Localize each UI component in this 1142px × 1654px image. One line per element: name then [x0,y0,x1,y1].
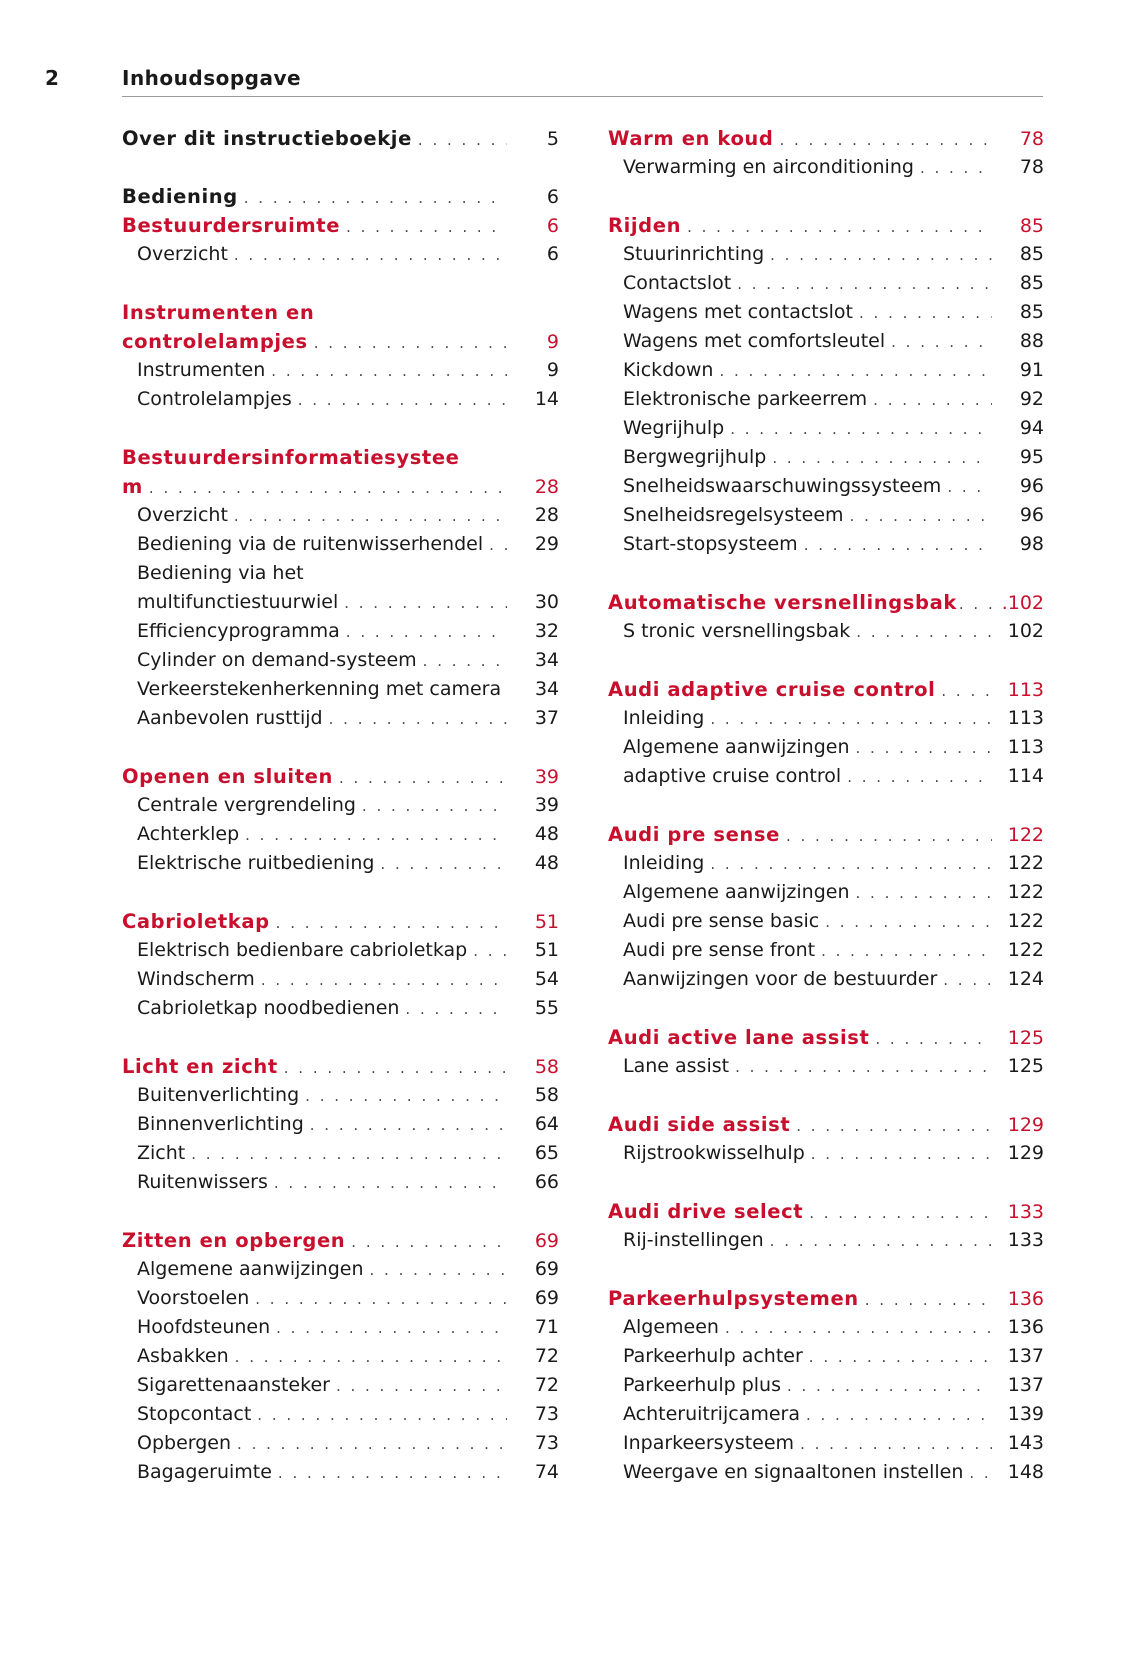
page-header [0,58,1142,98]
toc-subentry[interactable]: Inleiding . . . 122 [608,849,1044,878]
toc-subentry[interactable]: Achterklep . . . 48 [122,820,559,849]
toc-entry-bestuurdersruimte[interactable] [122,211,559,240]
dot-leader [787,1372,992,1401]
dot-leader [336,1372,507,1401]
toc-subentry[interactable]: Centrale vergrendeling . . . 39 [122,791,559,820]
toc-subentry[interactable]: Bergwegrijhulp . . . 95 [608,443,1044,472]
toc-entry-bis-line1[interactable]: Bestuurdersinformatiesystee [122,446,460,469]
toc-subentry[interactable]: Rij-instellingen . . . 133 [608,1226,1044,1255]
dot-leader [710,705,992,734]
toc-subentry[interactable]: Stopcontact . . . 73 [122,1400,559,1429]
dot-leader [305,1082,507,1111]
toc-title: Bestuurdersruimte [122,214,341,237]
toc-subentry[interactable]: Opbergen . . . 73 [122,1429,559,1458]
toc-entry-side[interactable]: Audi side assist . . . 129 [608,1110,1044,1139]
dot-leader [786,822,992,851]
toc-subentry[interactable]: Snelheidswaarschuwingssysteem . . . 96 [608,472,1044,501]
dot-leader [271,357,507,386]
toc-title: Bediening [122,185,238,208]
toc-title: Over dit instructieboekje [122,127,412,150]
dot-leader [719,357,992,386]
dot-leader [725,1314,992,1343]
dot-leader [351,1228,507,1257]
dot-leader [314,329,507,358]
page-title: Inhoudsopgave [122,66,302,90]
dot-leader [821,937,992,966]
toc-subentry[interactable]: Aanwijzingen voor de bestuurder . . . 124 [608,965,1044,994]
toc-subentry[interactable]: Achteruitrijcamera . . . 139 [608,1400,1044,1429]
dot-leader [339,764,507,793]
dot-leader [772,444,992,473]
toc-subentry[interactable]: adaptive cruise control . . . 114 [608,762,1044,791]
toc-entry-licht[interactable]: Licht en zicht . . . 58 [122,1052,559,1081]
dot-leader [891,328,992,357]
dot-leader [809,1343,992,1372]
toc-subentry[interactable]: Inparkeersysteem . . . 143 [608,1429,1044,1458]
dot-leader [710,850,992,879]
dot-leader [920,154,992,183]
toc-subentry[interactable]: Aanbevolen rusttijd . . . 37 [122,704,559,733]
toc-entry-instrumenten[interactable]: controlelampjes . . . 9 [122,327,559,356]
toc-subentry[interactable]: Wagens met contactslot . . . 85 [608,298,1044,327]
toc-subentry[interactable]: Efficiencyprogramma . . . 32 [122,617,559,646]
dot-leader [859,299,992,328]
toc-subentry[interactable]: Elektrisch bedienbare cabrioletkap . . . 51 [122,936,559,965]
dot-leader [947,473,992,502]
dot-leader [149,474,507,503]
dot-leader [796,1112,992,1141]
dot-leader [274,1169,507,1198]
dot-leader [244,184,507,213]
dot-leader [804,531,992,560]
dot-leader [310,1111,507,1140]
toc-entry-openen[interactable]: Openen en sluiten . . . 39 [122,762,559,791]
dot-leader [380,850,507,879]
dot-leader [489,531,507,560]
dot-leader [234,241,507,270]
toc-subentry[interactable]: Ruitenwissers . . . 66 [122,1168,559,1197]
toc-subentry[interactable]: Windscherm . . . 54 [122,965,559,994]
toc-entry-acc[interactable]: Audi adaptive cruise control . . . 113 [608,675,1044,704]
dot-leader [770,241,992,270]
dot-leader [943,966,992,995]
dot-leader [362,792,507,821]
dot-leader [941,677,992,706]
dot-leader [370,1256,507,1285]
toc-subentry[interactable]: Algemene aanwijzingen . . . 69 [122,1255,559,1284]
toc-subentry[interactable]: Voorstoelen . . . 69 [122,1284,559,1313]
dot-leader [856,734,992,763]
toc-subentry[interactable]: Asbakken . . . 72 [122,1342,559,1371]
dot-leader [873,386,992,415]
toc-subentry[interactable]: Verkeerstekenherkenning met camera 34 [137,678,560,700]
toc-entry-lane[interactable]: Audi active lane assist . . . 125 [608,1023,1044,1052]
toc-subentry[interactable]: Controlelampjes . . . 14 [122,385,559,414]
dot-leader [850,502,992,531]
toc-subentry[interactable]: Cylinder on demand-systeem . . . 34 [122,646,559,675]
toc-subentry[interactable]: Wegrijhulp . . . 94 [608,414,1044,443]
toc-page: 6 [546,215,559,237]
toc-subentry[interactable]: Algemene aanwijzingen . . . 113 [608,733,1044,762]
toc-entry-presense[interactable]: Audi pre sense . . . 122 [608,820,1044,849]
dot-leader [969,1459,992,1488]
header-divider [122,96,1043,97]
toc-subentry[interactable]: Algemene aanwijzingen . . . 122 [608,878,1044,907]
toc-entry-bediening[interactable] [122,182,559,211]
dot-leader [737,270,992,299]
dot-leader [473,937,507,966]
dot-leader [735,1053,992,1082]
dot-leader [806,1401,992,1430]
dot-leader [856,618,992,647]
toc-entry-instrumenten-line1[interactable]: Instrumenten en [122,301,315,324]
toc-right-column [608,124,1044,1487]
toc-subentry[interactable]: Zicht . . . 65 [122,1139,559,1168]
dot-leader [237,1430,507,1459]
dot-leader [825,908,992,937]
toc-entry-rijden[interactable]: Rijden . . . 85 [608,211,1044,240]
toc-subentry[interactable]: Elektronische parkeerrem . . . 92 [608,385,1044,414]
toc-entry-over[interactable] [122,124,559,153]
toc-entry-parkeer[interactable]: Parkeerhulpsystemen . . . 136 [608,1284,1044,1313]
dot-leader [856,879,992,908]
toc-subentry-line1[interactable]: Bediening via het [137,562,304,584]
dot-leader [234,502,507,531]
dot-leader [959,590,998,619]
toc-subentry[interactable]: Inleiding . . . 113 [608,704,1044,733]
toc-subentry[interactable]: Verwarming en airconditioning . . . 78 [608,153,1044,182]
dot-leader [284,1054,507,1083]
dot-leader [423,647,507,676]
toc-subentry[interactable]: Kickdown . . . 91 [608,356,1044,385]
dot-leader [344,589,507,618]
toc-subentry[interactable]: Start-stopsysteem . . . 98 [608,530,1044,559]
toc-subentry[interactable]: Parkeerhulp plus . . . 137 [608,1371,1044,1400]
toc-subentry[interactable]: Bediening via de ruitenwisserhendel . . . 29 [122,530,559,559]
dot-leader [298,386,507,415]
dot-leader [329,705,507,734]
dot-leader [276,1314,507,1343]
dot-leader [811,1140,992,1169]
page-number: 2 [45,66,59,90]
toc-subentry[interactable]: Overzicht . . . 6 [122,240,559,269]
toc-subentry[interactable]: Buitenverlichting . . . 58 [122,1081,559,1110]
dot-leader [261,966,507,995]
toc-subentry[interactable]: Instrumenten . . . 9 [122,356,559,385]
dot-leader [255,1285,507,1314]
toc-entry-drive[interactable]: Audi drive select . . . 133 [608,1197,1044,1226]
toc-entry-zitten[interactable]: Zitten en opbergen . . . 69 [122,1226,559,1255]
toc-subentry[interactable]: Parkeerhulp achter . . . 137 [608,1342,1044,1371]
dot-leader [865,1286,992,1315]
toc-subentry[interactable]: Snelheidsregelsysteem . . . 96 [608,501,1044,530]
toc-subentry[interactable]: S tronic versnellingsbak . . . 102 [608,617,1044,646]
toc-subentry[interactable]: Hoofdsteunen . . . 71 [122,1313,559,1342]
toc-subentry[interactable]: Algemeen . . . 136 [608,1313,1044,1342]
toc-page: 5 [546,128,559,150]
toc-subentry[interactable]: Wagens met comfortsleutel . . . 88 [608,327,1044,356]
dot-leader [257,1401,507,1430]
toc-subentry[interactable]: Binnenverlichting . . . 64 [122,1110,559,1139]
toc-subentry[interactable]: Audi pre sense basic . . . 122 [608,907,1044,936]
toc-subentry[interactable]: Weergave en signaaltonen instellen . . . 148 [608,1458,1044,1487]
toc-subentry[interactable]: multifunctiestuurwiel . . . 30 [122,588,559,617]
toc-subentry[interactable]: Contactslot . . . 85 [608,269,1044,298]
dot-leader [191,1140,507,1169]
toc-subentry[interactable]: Rijstrookwisselhulp . . . 129 [608,1139,1044,1168]
toc-subentry[interactable]: Elektrische ruitbediening . . . 48 [122,849,559,878]
toc-subentry[interactable]: Cabrioletkap noodbedienen . . . 55 [122,994,559,1023]
dot-leader [779,126,992,155]
toc-page: 6 [546,186,559,208]
dot-leader [276,909,507,938]
dot-leader [405,995,507,1024]
dot-leader [687,213,992,242]
toc-entry-cabrioletkap[interactable]: Cabrioletkap . . . 51 [122,907,559,936]
dot-leader [809,1199,992,1228]
toc-left-column [122,124,559,1487]
toc-subentry[interactable]: Overzicht . . . 28 [122,501,559,530]
toc-subentry[interactable]: Bagageruimte . . . 74 [122,1458,559,1487]
toc-entry-automatische[interactable]: Automatische versnellingsbak . . . .102 [608,588,1044,617]
dot-leader [346,213,507,242]
dot-leader [245,821,507,850]
dot-leader [235,1343,507,1372]
dot-leader [800,1430,992,1459]
dot-leader [770,1227,992,1256]
dot-leader [346,618,507,647]
dot-leader [730,415,992,444]
dot-leader [847,763,992,792]
toc-subentry[interactable]: Audi pre sense front . . . 122 [608,936,1044,965]
dot-leader [875,1025,992,1054]
dot-leader [418,126,507,155]
toc-entry-bis[interactable]: m . . . 28 [122,472,559,501]
dot-leader [278,1459,507,1488]
toc-subentry[interactable]: Sigarettenaansteker . . . 72 [122,1371,559,1400]
toc-entry-warm[interactable]: Warm en koud . . . 78 [608,124,1044,153]
toc-subentry[interactable]: Stuurinrichting . . . 85 [608,240,1044,269]
toc-subentry[interactable]: Lane assist . . . 125 [608,1052,1044,1081]
